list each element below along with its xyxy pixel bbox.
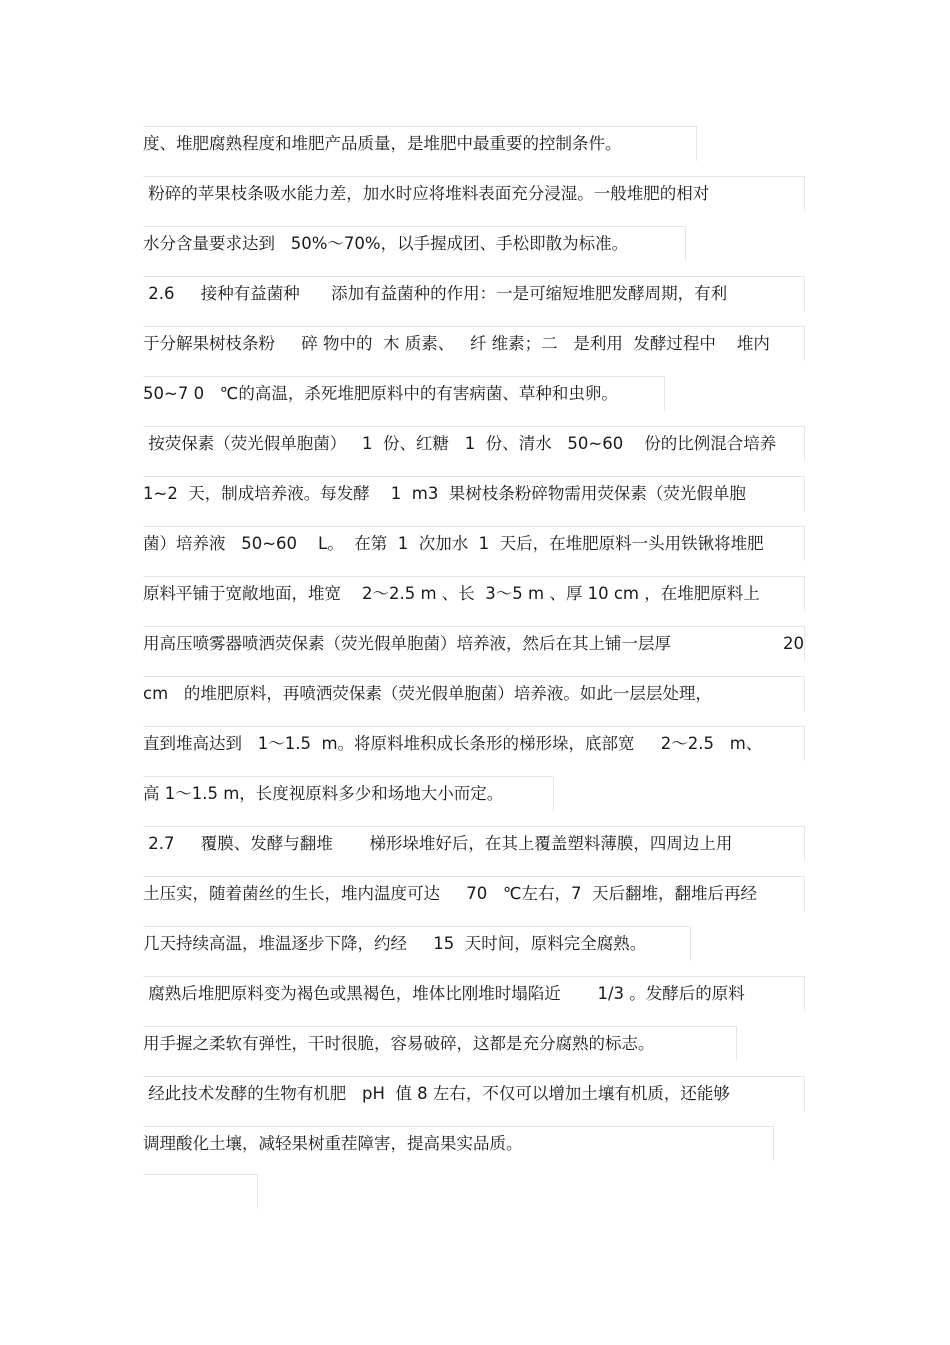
text-line-head: 用高压喷雾器喷洒荧保素（荧光假单胞菌）培养液，然后在其上铺一层厚 (143, 634, 671, 653)
text-line: 用手握之柔软有弹性，干时很脆，容易破碎，这都是充分腐熟的标志。 (143, 1026, 737, 1061)
text-line: 按荧保素（荧光假单胞菌） 1 份、红糖 1 份、清水 50~60 份的比例混合培养 (143, 426, 805, 461)
text-line: 水分含量要求达到 50%～70%，以手握成团、手松即散为标准。 (143, 226, 686, 261)
text-line: 腐熟后堆肥原料变为褐色或黑褐色，堆体比刚堆时塌陷近 1/3 。发酵后的原料 (143, 976, 805, 1011)
text-line: 粉碎的苹果枝条吸水能力差，加水时应将堆料表面充分浸湿。一般堆肥的相对 (143, 176, 805, 211)
text-line: 原料平铺于宽敞地面，堆宽 2～2.5 m 、长 3～5 m 、厚 10 cm ，在堆肥原料上 (143, 576, 805, 611)
text-line: 度、堆肥腐熟程度和堆肥产品质量，是堆肥中最重要的控制条件。 (143, 126, 697, 161)
text-line: 50~7 0 ℃的高温，杀死堆肥原料中的有害病菌、草种和虫卵。 (143, 376, 665, 411)
text-line: 2.6 接种有益菌种 添加有益菌种的作用：一是可缩短堆肥发酵周期，有利 (143, 276, 805, 311)
empty-text-line (143, 1174, 258, 1209)
text-line: 于分解果树枝条粉 碎 物中的 木 质素、 纤 维素；二 是利用 发酵过程中 堆内 (143, 326, 805, 361)
text-line (143, 626, 805, 661)
text-line: 1~2 天，制成培养液。每发酵 1 m3 果树枝条粉碎物需用荧保素（荧光假单胞 (143, 476, 805, 511)
text-line: cm 的堆肥原料，再喷洒荧保素（荧光假单胞菌）培养液。如此一层层处理， (143, 676, 805, 711)
text-line: 2.7 覆膜、发酵与翻堆 梯形垛堆好后，在其上覆盖塑料薄膜，四周边上用 (143, 826, 805, 861)
text-line: 菌）培养液 50~60 L。 在第 1 次加水 1 天后，在堆肥原料一头用铁锹将堆肥 (143, 526, 805, 561)
text-line: 高 1～1.5 m，长度视原料多少和场地大小而定。 (143, 776, 554, 811)
text-line: 调理酸化土壤，减轻果树重茬障害，提高果实品质。 (143, 1126, 774, 1161)
text-line: 土压实，随着菌丝的生长，堆内温度可达 70 ℃左右，7 天后翻堆，翻堆后再经 (143, 876, 805, 911)
text-line: 经此技术发酵的生物有机肥 pH 值 8 左右，不仅可以增加土壤有机质，还能够 (143, 1076, 805, 1111)
text-line: 几天持续高温，堆温逐步下降，约经 15 天时间，原料完全腐熟。 (143, 926, 691, 961)
text-line: 直到堆高达到 1～1.5 m。将原料堆积成长条形的梯形垛，底部宽 2～2.5 m、 (143, 726, 805, 761)
text-line-tail: 20 (783, 634, 804, 653)
